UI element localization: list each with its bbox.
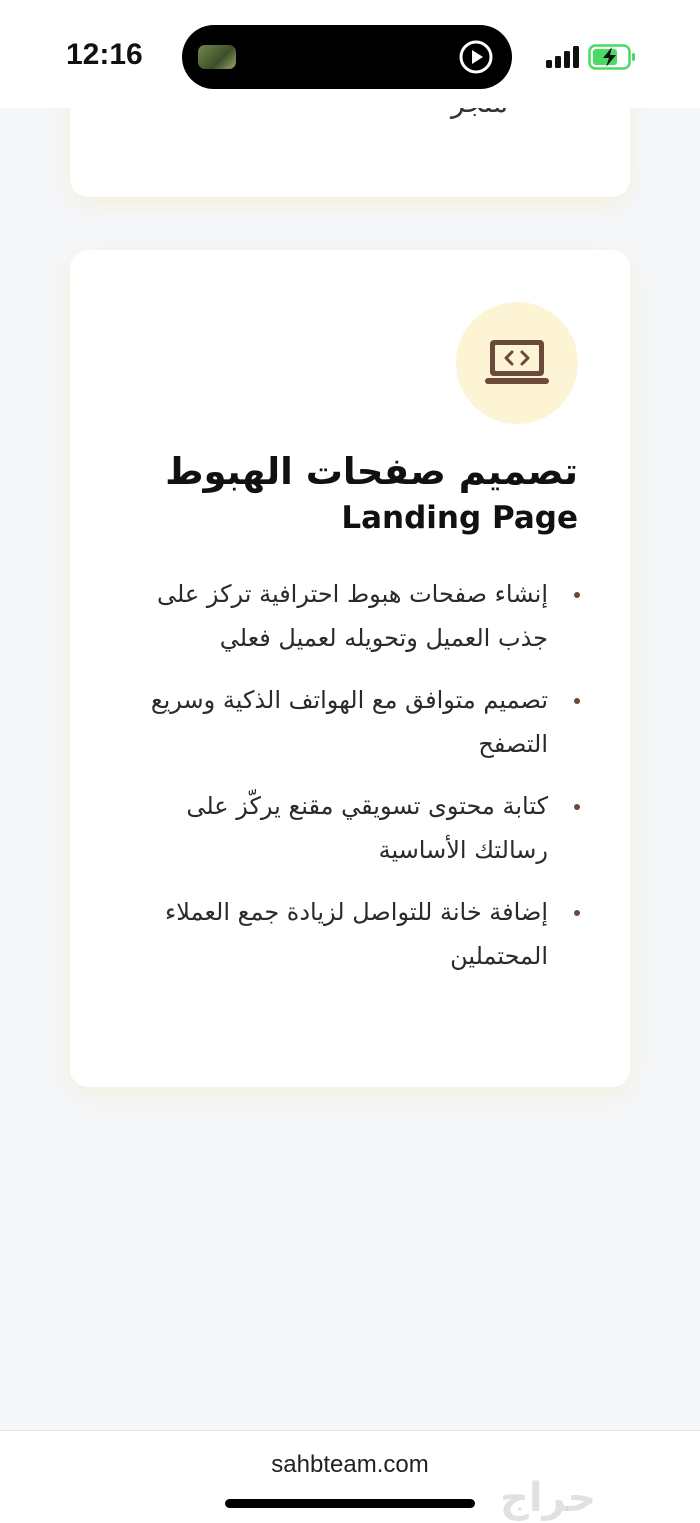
site-url[interactable]: sahbteam.com bbox=[271, 1451, 429, 1478]
bullet-icon bbox=[574, 804, 580, 810]
dynamic-island[interactable] bbox=[182, 25, 512, 89]
home-indicator[interactable] bbox=[225, 1499, 475, 1508]
cellular-signal-icon bbox=[546, 46, 582, 68]
feature-text: إنشاء صفحات هبوط احترافية تركز على جذب العميل وتحويله لعميل فعلي bbox=[156, 580, 548, 652]
status-bar bbox=[0, 0, 700, 108]
laptop-code-icon bbox=[485, 338, 549, 388]
feature-text: كتابة محتوى تسويقي مقنع يركّز على رسالتك الأساسية bbox=[186, 792, 548, 864]
media-thumbnail bbox=[198, 45, 236, 69]
feature-text: إضافة خانة للتواصل لزيادة جمع العملاء المحتملين bbox=[165, 898, 548, 970]
bullet-icon bbox=[574, 910, 580, 916]
play-icon[interactable] bbox=[458, 39, 494, 75]
bullet-icon bbox=[574, 698, 580, 704]
feature-item bbox=[110, 890, 580, 978]
feature-text: تصميم متوافق مع الهواتف الذكية وسريع التصفح bbox=[150, 686, 548, 758]
landing-page-service-card bbox=[70, 250, 630, 1087]
battery-charging-icon bbox=[588, 44, 636, 70]
feature-item bbox=[110, 572, 580, 660]
haraj-watermark: حراج bbox=[500, 1475, 597, 1521]
feature-list bbox=[110, 572, 580, 996]
feature-item bbox=[110, 784, 580, 872]
browser-url-bar[interactable] bbox=[0, 1430, 700, 1523]
service-icon-badge bbox=[456, 302, 578, 424]
bullet-icon bbox=[574, 592, 580, 598]
status-time: 12:16 bbox=[66, 38, 143, 71]
service-title-english: Landing Page bbox=[341, 500, 578, 536]
service-title-arabic: تصميم صفحات الهبوط bbox=[165, 450, 578, 493]
feature-item bbox=[110, 678, 580, 766]
